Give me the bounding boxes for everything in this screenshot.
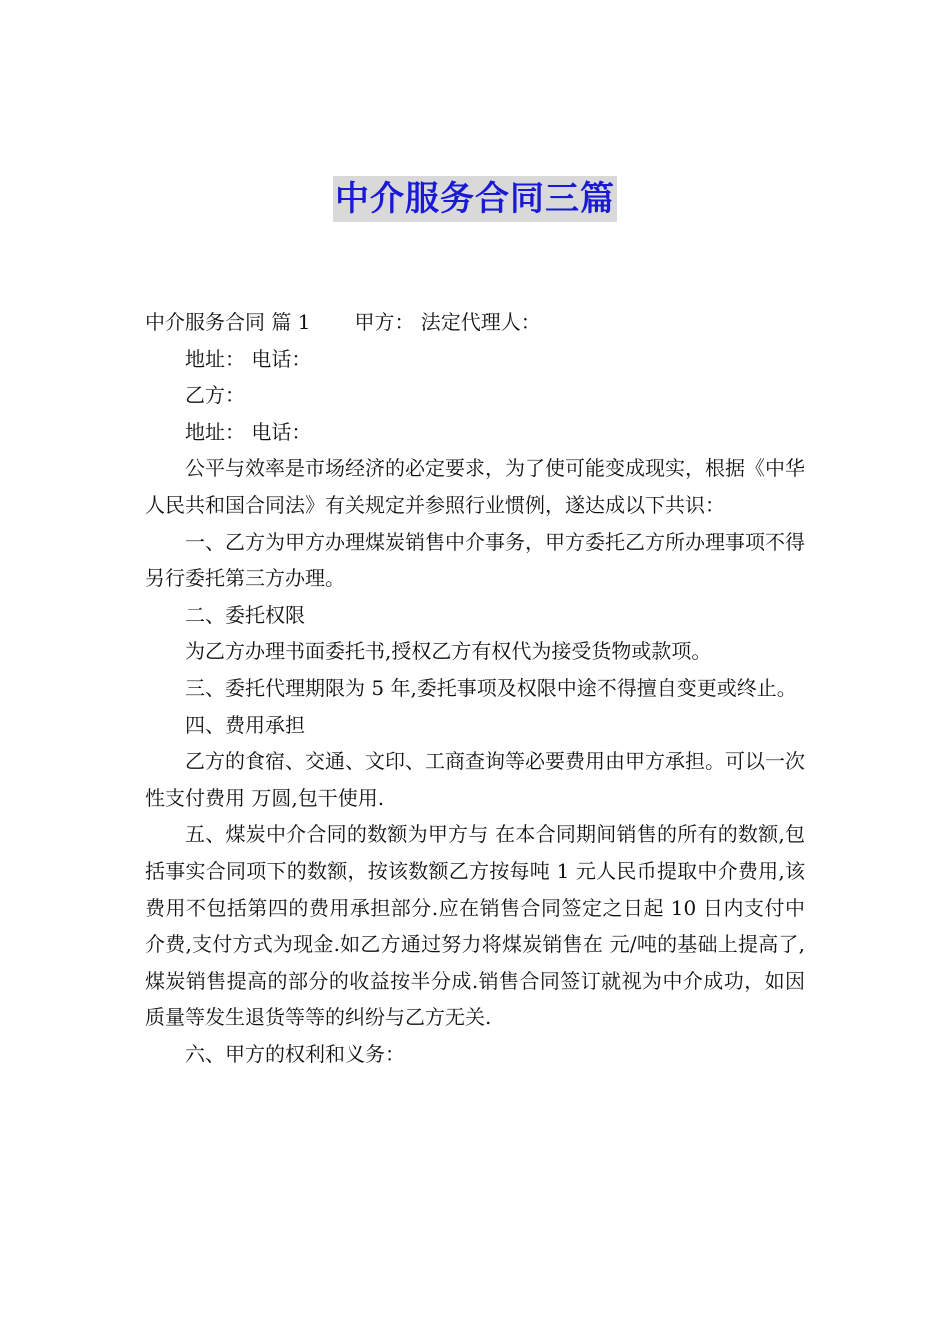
paragraph-address-a: 地址： 电话： bbox=[185, 346, 312, 371]
party-a-line: 甲方： 法定代理人： bbox=[354, 310, 541, 334]
paragraph-clause-1: 一、乙方为甲方办理煤炭销售中介事务，甲方委托乙方所办理事项不得另行委托第三方办理。 bbox=[145, 529, 805, 591]
paragraph-clause-2-body: 为乙方办理书面委托书,授权乙方有权代为接受货物或款项。 bbox=[185, 639, 712, 664]
contract-heading: 中介服务合同 篇 1 bbox=[145, 310, 311, 334]
document-title: 中介服务合同三篇 bbox=[333, 176, 617, 222]
document-body bbox=[145, 304, 805, 1072]
paragraph-clause-6-heading: 六、甲方的权利和义务： bbox=[185, 1041, 405, 1066]
paragraph-clause-3: 三、委托代理期限为 5 年,委托事项及权限中途不得擅自变更或终止。 bbox=[185, 675, 797, 700]
paragraph-clause-5: 五、煤炭中介合同的数额为甲方与 在本合同期间销售的所有的数额,包括事实合同项下的数额，按该数额乙方按每吨 1 元人民币提取中介费用,该费用不包括第四的费用承担部分.应在销售合同签定之日起 10 日内支付中介费,支付方式为现金.如乙方通过努力将煤炭销售在 元/吨的基础上提高了,煤炭销售提高的部分的收益按半分成.销售合同签订就视为中介成功，如因质量等发生退货等等的纠纷与乙方无关. bbox=[145, 822, 805, 1030]
paragraph-clause-4-body: 乙方的食宿、交通、文印、工商查询等必要费用由甲方承担。可以一次性支付费用 万圆,包干使用. bbox=[145, 749, 805, 810]
paragraph-address-b: 地址： 电话： bbox=[185, 419, 312, 444]
paragraph-preamble: 公平与效率是市场经济的必定要求，为了使可能变成现实，根据《中华人民共和国合同法》有关规定并参照行业惯例，遂达成以下共识： bbox=[145, 456, 805, 517]
first-line bbox=[145, 304, 805, 341]
paragraph-party-b: 乙方： bbox=[185, 383, 245, 408]
paragraph-clause-4-heading: 四、费用承担 bbox=[185, 712, 305, 737]
title-container bbox=[0, 176, 950, 222]
paragraph-clause-2-heading: 二、委托权限 bbox=[185, 602, 305, 627]
